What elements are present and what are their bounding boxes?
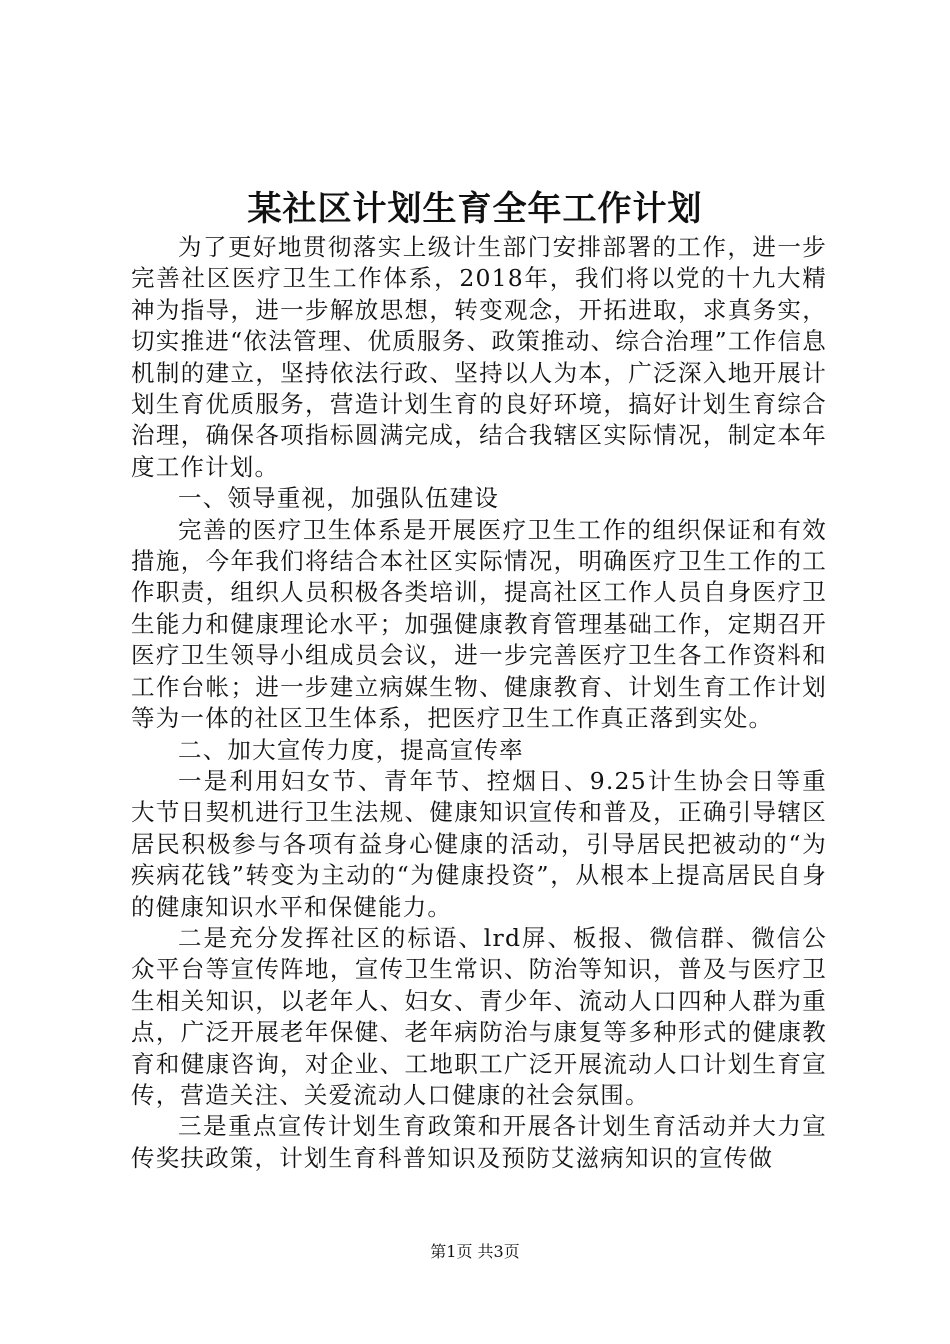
intro-paragraph: 为了更好地贯彻落实上级计生部门安排部署的工作，进一步完善社区医疗卫生工作体系，2018年，我们将以党的十九大精神为指导，进一步解放思想，转变观念，开拓进取，求真务实，切实推进“依法管理、优质服务、政策推动、综合治理”工作信息机制的建立，坚持依法行政、坚持以人为本，广泛深入地开展计划生育优质服务，营造计划生育的良好环境，搞好计划生育综合治理，确保各项指标圆满完成，结合我辖区实际情况，制定本年度工作计划。	[131, 233, 827, 481]
document-body	[131, 232, 827, 1174]
section-2-paragraph-2: 二是充分发挥社区的标语、lrd屏、板报、微信群、微信公众平台等宣传阵地，宣传卫生常识、防治等知识，普及与医疗卫生相关知识，以老年人、妇女、青少年、流动人口四种人群为重点，广泛开展老年保健、老年病防治与康复等多种形式的健康教育和健康咨询，对企业、工地职工广泛开展流动人口计划生育宣传，营造关注、关爱流动人口健康的社会氛围。	[131, 923, 827, 1109]
section-heading-2: 二、加大宣传力度，提高宣传率	[178, 735, 524, 764]
section-1-paragraph: 完善的医疗卫生体系是开展医疗卫生工作的组织保证和有效措施，今年我们将结合本社区实际情况，明确医疗卫生工作的工作职责，组织人员积极各类培训，提高社区工作人员自身医疗卫生能力和健康理论水平；加强健康教育管理基础工作，定期召开医疗卫生领导小组成员会议，进一步完善医疗卫生各工作资料和工作台帐；进一步建立病媒生物、健康教育、计划生育工作计划等为一体的社区卫生体系，把医疗卫生工作真正落到实处。	[131, 515, 827, 733]
section-heading-1: 一、领导重视，加强队伍建设	[178, 484, 500, 513]
section-2-paragraph-1: 一是利用妇女节、青年节、控烟日、9.25计生协会日等重大节日契机进行卫生法规、健康知识宣传和普及，正确引导辖区居民积极参与各项有益身心健康的活动，引导居民把被动的“为疾病花钱”转变为主动的“为健康投资”，从根本上提高居民自身的健康知识水平和保健能力。	[131, 766, 827, 921]
page-indicator: 第1页 共3页	[430, 1242, 520, 1261]
document-title: 某社区计划生育全年工作计划	[247, 189, 703, 229]
section-2-paragraph-3: 三是重点宣传计划生育政策和开展各计划生育活动并大力宣传奖扶政策，计划生育科普知识及预防艾滋病知识的宣传做	[131, 1112, 827, 1172]
